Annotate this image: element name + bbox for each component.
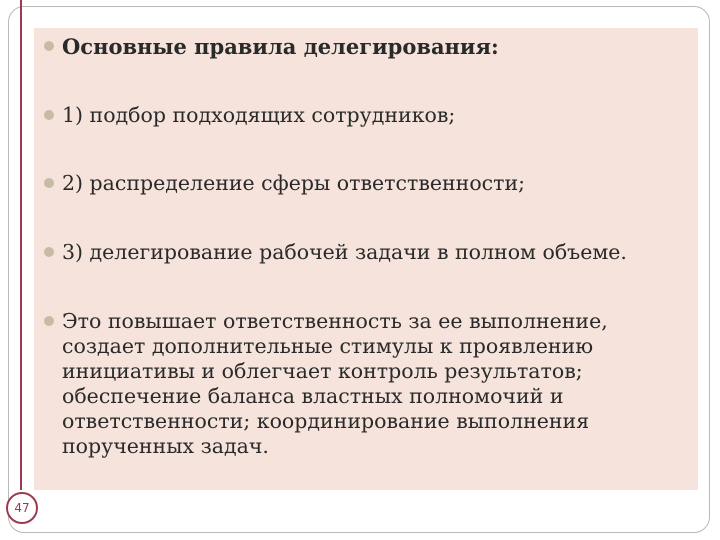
slide-heading: Основные правила делегирования: — [62, 34, 499, 59]
paragraph-item — [44, 309, 684, 459]
list-item — [44, 171, 684, 196]
bullet-icon — [44, 178, 54, 188]
paragraph-line: ответственности; координирование выполнения — [62, 409, 590, 433]
bullet-icon — [44, 316, 54, 326]
list-item-text: 1) подбор подходящих сотрудников; — [62, 103, 456, 127]
paragraph-line: создает дополнительные стимулы к проявлению — [62, 334, 594, 358]
paragraph-line: порученных задач. — [62, 434, 269, 458]
list-item-text: 3) делегирование рабочей задачи в полном объеме. — [62, 240, 627, 264]
list-item — [44, 240, 684, 265]
page-number: 47 — [14, 501, 30, 515]
bullet-icon — [44, 110, 54, 120]
paragraph-line: обеспечение баланса властных полномочий и — [62, 384, 564, 408]
list-item — [44, 103, 684, 128]
paragraph-text — [62, 309, 608, 459]
left-accent-line — [20, 0, 22, 490]
paragraph-line: Это повышает ответственность за ее выполнение, — [62, 309, 608, 333]
heading-item — [44, 34, 684, 59]
paragraph-line: инициативы и облегчает контроль результатов; — [62, 359, 583, 383]
page-number-badge — [6, 492, 38, 524]
bullet-icon — [44, 247, 54, 257]
bullet-icon — [44, 41, 54, 51]
list-item-text: 2) распределение сферы ответственности; — [62, 171, 526, 195]
